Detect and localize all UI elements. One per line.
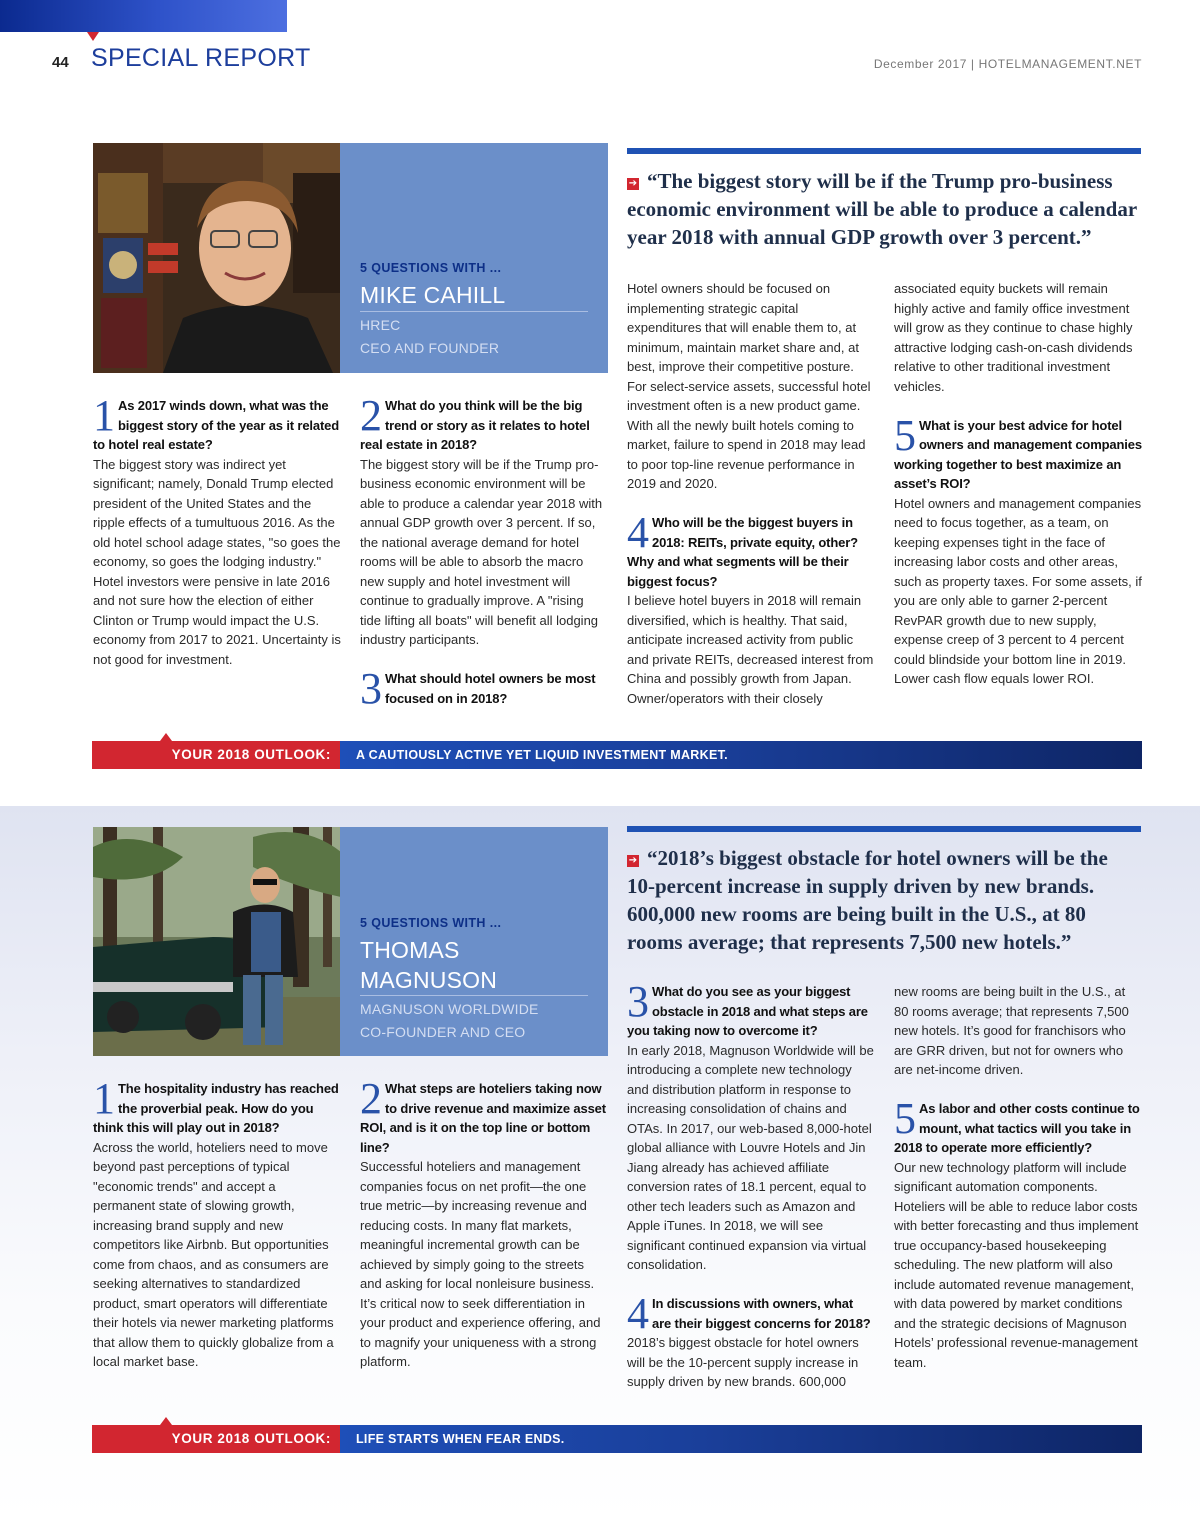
name-divider <box>360 995 588 996</box>
outlook-notch <box>160 1417 172 1425</box>
name-box <box>340 143 608 373</box>
answer-text: Our new technology platform will include significant automation components. Hoteliers will be able to reduce labor costs with better forecasting and thus implement true occupancy-based housekeeping scheduling. The new platform will also include automated revenue management, with data powered by market conditions and the strategic decisions of Magnuson Hotels’ professional revenue-management team. <box>894 1159 1139 1370</box>
arrow-right-icon: ➔ <box>628 178 638 189</box>
column-1 <box>93 1074 341 1372</box>
outlook-text-box <box>340 1425 1142 1453</box>
person-name-first: THOMAS <box>360 937 460 963</box>
outlook-text: A CAUTIOUSLY ACTIVE YET LIQUID INVESTMENT MARKET. <box>356 748 728 762</box>
outlook-label: YOUR 2018 OUTLOOK: <box>171 1431 331 1446</box>
question-5 <box>894 410 1142 494</box>
column-2 <box>360 391 608 713</box>
name-box <box>340 827 608 1056</box>
question-4 <box>627 508 875 591</box>
question-3 <box>627 977 875 1041</box>
question-number: 4 <box>627 508 649 557</box>
answer-text: In early 2018, Magnuson Worldwide will be introducing a complete new technology and distribution platform in response to increasing consolidation of chains and OTAs. In 2017, our web-based 8,000-hotel global alliance with Louvre Hotels and Jin Jiang already has achieved affiliate conversion rates of 18.1 percent, equal to other tech leaders such as Amazon and Apple iTunes. In 2018, we will see significant continued expansion via virtual consolidation. <box>627 1042 874 1272</box>
answer-text-continued: new rooms are being built in the U.S., at 80 rooms average; that represents 7,500 new hotels. It’s good for franchisors who are GRR driven, but not for owners who are net-income driven. <box>894 984 1129 1077</box>
question-number: 2 <box>360 391 382 440</box>
answer-text: Successful hoteliers and management companies focus on net profit—the one true metric—by increasing revenue and reducing costs. In many flat markets, meaningful incremental growth can be achieved by simply going to the streets and asking for local nonleisure business. It’s critical now to seek differentiation in your product and experience offering, and to magnify your uniqueness with a strong platform. <box>360 1159 601 1369</box>
section-title: SPECIAL REPORT <box>91 44 311 72</box>
question-number: 3 <box>360 664 382 713</box>
outlook-label-box <box>92 741 340 769</box>
outlook-text-box <box>340 741 1142 769</box>
question-text: What do you think will be the big trend or story as it relates to hotel real estate in 2018? <box>360 398 590 452</box>
answer-text: The biggest story will be if the Trump pro-business economic environment will be able to produce a calendar year 2018 with annual GDP growth over 3 percent. If so, the national average demand for hotel rooms will be able to absorb the macro new supply and hotel investment will continue to gradually improve. A "rising tide lifting all boats" will benefit all lodging industry participants. <box>360 456 603 647</box>
question-2 <box>360 391 608 455</box>
person-name-last: MAGNUSON <box>360 967 498 993</box>
question-text: What steps are hoteliers taking now to drive revenue and maximize asset ROI, and is it on the top line or bottom line? <box>360 1081 606 1155</box>
top-color-bar <box>0 0 287 32</box>
person-title: CO-FOUNDER AND CEO <box>360 1024 526 1040</box>
question-text: As 2017 winds down, what was the biggest story of the year as it related to hotel real estate? <box>93 398 339 452</box>
question-number: 1 <box>93 1074 115 1123</box>
question-5 <box>894 1094 1142 1158</box>
answer-text: The biggest story was indirect yet significant; namely, Donald Trump elected president of the United States and the ripple effects of a tumultuous 2016. As the old hotel school adage states, "so goes the economy, so goes the lodging industry." Hotel investors were pensive in late 2016 and not sure how the election of either Clinton or Trump would impact the U.S. economy from 2017 to 2021. Uncertainty is not good for investment. <box>93 456 341 667</box>
column-4 <box>894 982 1142 1372</box>
question-number: 3 <box>627 977 649 1026</box>
question-text: In discussions with owners, what are their biggest concerns for 2018? <box>652 1296 871 1331</box>
column-2 <box>360 1074 608 1372</box>
question-2 <box>360 1074 608 1157</box>
question-number: 2 <box>360 1074 382 1123</box>
person-company: MAGNUSON WORLDWIDE <box>360 1001 539 1017</box>
answer-text: Hotel owners and management companies need to focus together, as a team, on keeping expenses tight in the face of increasing labor costs and other areas, such as property taxes. For some assets, if you are only able to garner 2-percent RevPAR growth due to new supply, expense creep of 3 percent to 4 percent could blindside your bottom line in 2019. Lower cash flow equals lower ROI. <box>894 495 1142 686</box>
question-number: 5 <box>894 410 916 460</box>
quote-rule <box>627 826 1141 832</box>
answer-text-continued: associated equity buckets will remain highly active and family office investment will grow as they continue to chase highly attractive lodging cash-on-cash dividends relative to other traditional investment vehicles. <box>894 281 1133 394</box>
column-3 <box>627 279 875 708</box>
question-number: 1 <box>93 391 115 440</box>
pull-quote <box>627 844 1141 956</box>
top-bar-notch <box>87 32 99 41</box>
person-company: HREC <box>360 317 401 333</box>
outlook-label-box <box>92 1425 340 1453</box>
column-4 <box>894 279 1142 689</box>
portrait-photo-icon <box>93 143 341 373</box>
question-1 <box>93 1074 341 1138</box>
question-text: What do you see as your biggest obstacle in 2018 and what steps are you taking now to overcome it? <box>627 984 868 1038</box>
question-1 <box>93 391 341 455</box>
outlook-label: YOUR 2018 OUTLOOK: <box>171 747 331 762</box>
question-number: 4 <box>627 1289 649 1338</box>
pull-quote <box>627 167 1141 251</box>
question-text: The hospitality industry has reached the proverbial peak. How do you think this will play out in 2018? <box>93 1081 339 1135</box>
question-text: What should hotel owners be most focused on in 2018? <box>385 671 596 706</box>
answer-text: Hotel owners should be focused on implementing strategic capital expenditures that will enable them to, at minimum, maintain market share and, at best, improve their competitive posture. For select-service assets, successful hotel investment often is a new product game. With all the newly built hotels coming to market, failure to spend in 2018 may lead to poor top-line revenue performance in 2019 and 2020. <box>627 281 871 491</box>
question-text: As labor and other costs continue to mount, what tactics will you take in 2018 to operate more efficiently? <box>894 1101 1140 1155</box>
answer-text: Across the world, hoteliers need to move beyond past perceptions of typical "economic trends" and accept a permanent state of slowing growth, increasing brand supply and new competitors like Airbnb. But opportunities come from chaos, and as consumers are seeking alternatives to standardized product, smart operators will differentiate their hotels via newer marketing platforms that allow them to quickly globalize from a local market base. <box>93 1139 334 1369</box>
arrow-right-icon: ➔ <box>628 855 638 866</box>
outlook-banner <box>92 1425 1142 1453</box>
quote-rule <box>627 148 1141 154</box>
page-number: 44 <box>52 54 69 71</box>
pull-quote-text: “2018’s biggest obstacle for hotel owners will be the 10-percent increase in supply driven by new brands. 600,000 new rooms are being built in the U.S., at 80 rooms average; that represents 7,500 new hotels.” <box>627 846 1108 954</box>
person-name: MIKE CAHILL <box>360 282 506 308</box>
question-3 <box>360 664 608 713</box>
question-text: Who will be the biggest buyers in 2018: REITs, private equity, other? Why and what segments will be their biggest focus? <box>627 515 858 589</box>
outlook-banner <box>92 741 1142 769</box>
issue-info: December 2017 | HOTELMANAGEMENT.NET <box>873 57 1142 71</box>
answer-text: 2018’s biggest obstacle for hotel owners will be the 10-percent supply increase in supply driven by new brands. 600,000 <box>627 1335 859 1389</box>
question-text: What is your best advice for hotel owners and management companies working together to best maximize an asset’s ROI? <box>894 417 1142 491</box>
five-questions-intro: 5 QUESTIONS WITH ... <box>360 916 502 930</box>
pull-quote-text: “The biggest story will be if the Trump pro-business economic environment will be able to produce a calendar year 2018 with annual GDP growth over 3 percent.” <box>627 169 1137 249</box>
question-4 <box>627 1289 875 1338</box>
column-1 <box>93 391 341 669</box>
outlook-text: LIFE STARTS WHEN FEAR ENDS. <box>356 1432 565 1446</box>
portrait-with-car-photo-icon <box>93 827 341 1056</box>
outlook-notch <box>160 733 172 741</box>
name-divider <box>360 311 588 312</box>
answer-text: I believe hotel buyers in 2018 will remain diversified, which is healthy. That said, anticipate increased activity from public and private REITs, decreased interest from China and possibly growth from Japan. Owner/operators with their closely <box>627 593 874 706</box>
question-number: 5 <box>894 1094 916 1143</box>
person-title: CEO AND FOUNDER <box>360 340 500 356</box>
column-3 <box>627 977 875 1392</box>
five-questions-intro: 5 QUESTIONS WITH ... <box>360 261 502 275</box>
